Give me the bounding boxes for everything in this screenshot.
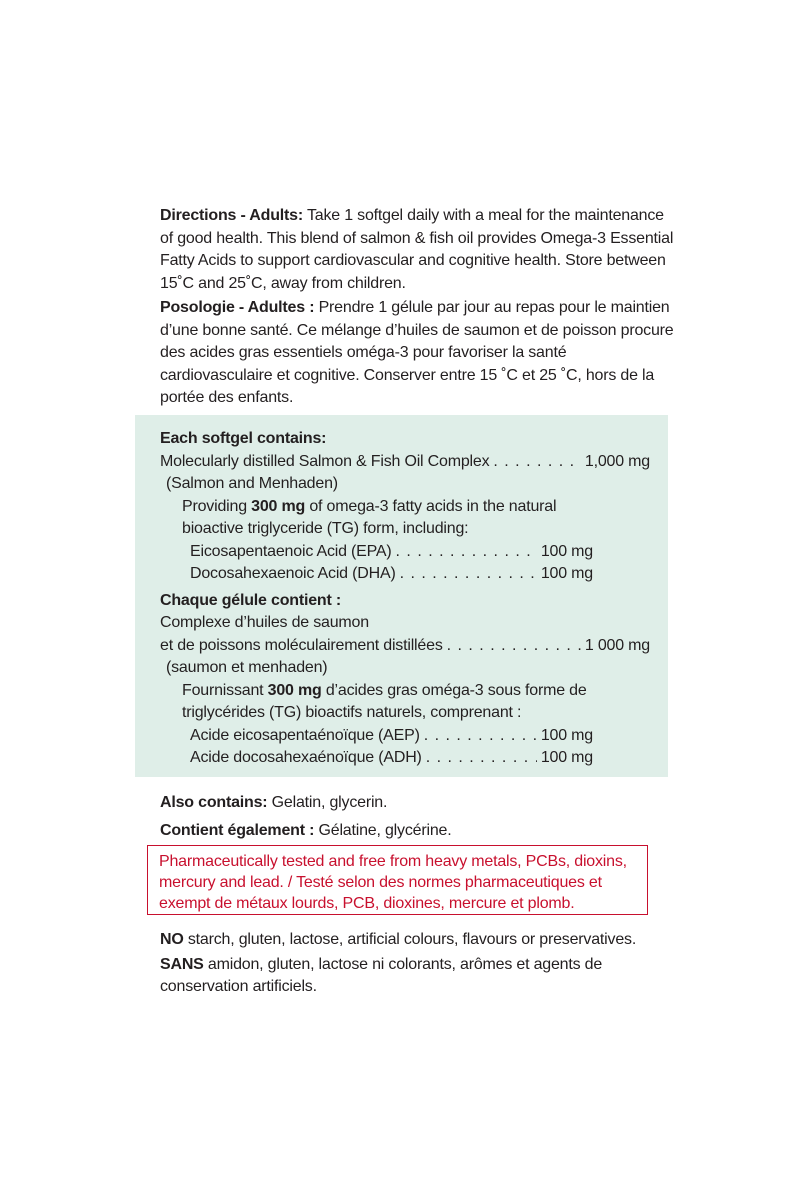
directions-en [160, 205, 680, 295]
ingredient-source-fr: (saumon et menhaden) [166, 659, 328, 676]
ingredient-row-dha [160, 563, 593, 586]
ingredient-fr-line1: Complexe d’huiles de saumon [160, 614, 369, 631]
leader-dots [424, 725, 537, 748]
providing-fr-line1: Fournissant 300 mg d’acides gras oméga-3 sous forme de [182, 681, 587, 699]
ingredient-name: Docosahexaenoic Acid (DHA) [190, 565, 396, 582]
leader-dots [426, 747, 537, 770]
also-contains-heading: Also contains: [160, 794, 268, 811]
leader-dots [447, 635, 581, 658]
tested-notice-text: Pharmaceutically tested and free from heavy metals, PCBs, dioxins, mercury and lead. / Testé selon des normes pharmaceutiques et exempt de métaux lourds, PCB, dioxines, mercure et plomb. [159, 853, 627, 912]
also-contains [160, 792, 680, 847]
ingredient-amount: 100 mg [540, 726, 593, 744]
no-text: starch, gluten, lactose, artificial colours, flavours or preservatives. [183, 931, 637, 948]
contient-text: Gélatine, glycérine. [314, 821, 452, 839]
leader-dots [493, 451, 580, 474]
ingredient-row-main-en [160, 451, 650, 474]
ingredient-amount: 100 mg [540, 542, 593, 560]
posologie-heading: Posologie - Adultes : [160, 299, 315, 316]
ingredient-amount: 100 mg [540, 565, 593, 582]
ingredient-row-aep [160, 725, 593, 748]
also-contains-text: Gelatin, glycerin. [267, 794, 388, 811]
contient-heading: Contient également : [160, 821, 315, 839]
tested-notice-box [147, 845, 648, 915]
providing-en-line2: bioactive triglyceride (TG) form, including: [182, 520, 469, 537]
sans-text: amidon, gluten, lactose ni colorants, arômes et agents de conservation artificiels. [160, 955, 603, 995]
ingredient-name: Molecularly distilled Salmon & Fish Oil Complex [160, 452, 490, 470]
posologie-text: Prendre 1 gélule par jour au repas pour le maintien d’une bonne santé. Ce mélange d’huiles de saumon et de poisson procure des acides gras essentiels oméga-3 pour favoriser la santé cardiovasculaire et cognitive. Conserver entre 15 ˚C et 25 ˚C, hors de la portée des enfants. [160, 299, 674, 406]
each-softgel-heading: Each softgel contains: [160, 430, 327, 447]
ingredient-row-adh [160, 747, 593, 770]
ingredient-name: Acide eicosapentaénoïque (AEP) [190, 726, 420, 744]
ingredient-name: Acide docosahexaénoïque (ADH) [190, 749, 422, 766]
providing-fr-line2: triglycérides (TG) bioactifs naturels, comprenant : [182, 704, 522, 721]
ingredient-amount: 1 000 mg [584, 636, 650, 654]
leader-dots [396, 541, 537, 564]
ingredient-amount: 1,000 mg [584, 452, 650, 470]
no-heading: NO [160, 931, 184, 948]
ingredient-name: et de poissons moléculairement distillées [160, 636, 443, 654]
directions-text: Take 1 softgel daily with a meal for the maintenance of good health. This blend of salmon & fish oil provides Omega-3 Essential Fatty Acids to support cardiovascular and cognitive health. Store between 15˚C and 25˚C, away from children. [160, 207, 674, 292]
ingredient-name: Eicosapentaenoic Acid (EPA) [190, 542, 392, 560]
chaque-gelule-heading: Chaque gélule contient : [160, 591, 341, 609]
ingredient-row-main-fr [160, 635, 650, 658]
ingredient-row-epa [160, 541, 593, 564]
providing-en-line1: Providing 300 mg of omega-3 fatty acids in the natural [182, 497, 557, 515]
directions-heading: Directions - Adults: [160, 207, 303, 224]
sans-heading: SANS [160, 955, 204, 973]
directions-fr [160, 297, 680, 410]
leader-dots [400, 563, 537, 586]
ingredients-panel [135, 415, 668, 777]
ingredient-amount: 100 mg [540, 749, 593, 766]
free-from [160, 929, 680, 1001]
ingredient-source-en: (Salmon and Menhaden) [166, 475, 338, 492]
